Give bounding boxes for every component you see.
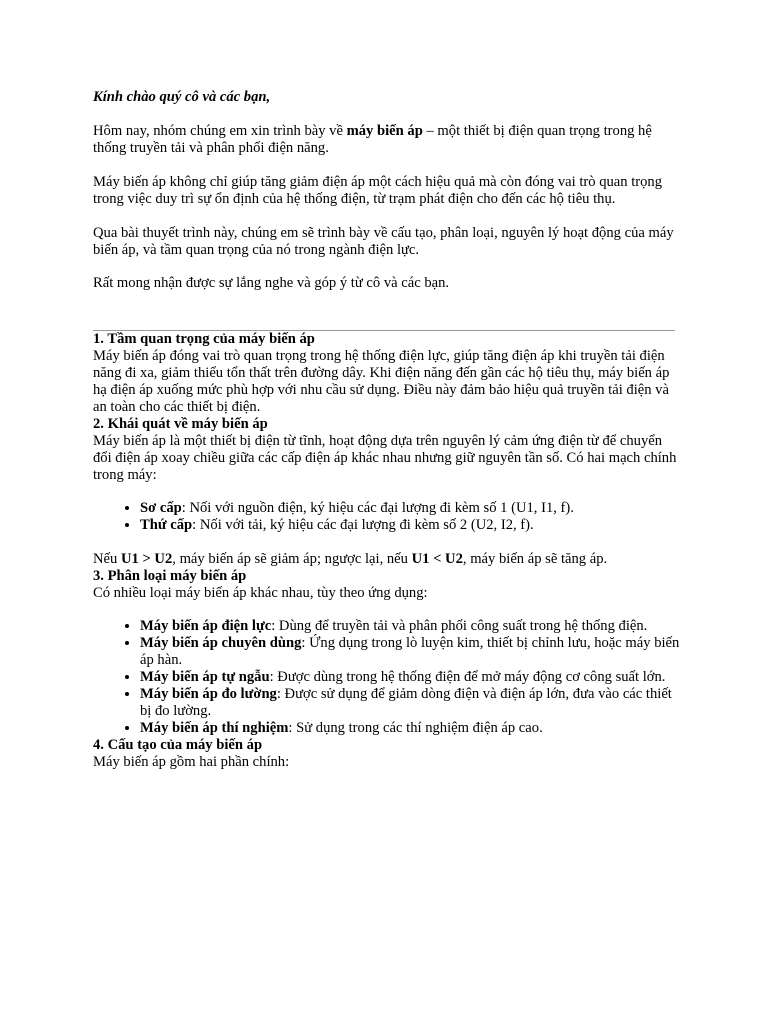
section-4-body: Máy biến áp gồm hai phần chính: <box>93 754 290 770</box>
section-3-list <box>93 618 683 737</box>
section-2-heading: 2. Khái quát về máy biến áp <box>93 416 268 432</box>
note-bold-d: U1 < U2 <box>411 551 463 567</box>
note-text-a: Nếu <box>93 551 121 567</box>
list-item-desc: : Được dùng trong hệ thống điện để mở máy động cơ công suất lớn. <box>269 669 666 685</box>
section-2-list <box>93 500 683 534</box>
intro-p1-bold: máy biến áp <box>346 123 423 139</box>
list-item-term: Máy biến áp điện lực <box>140 618 272 634</box>
section-2-note <box>93 551 683 568</box>
intro-paragraph-1 <box>93 123 683 157</box>
intro-p1-text-c: – một thiết bị điện quan trọng trong hệ thống truyền tải và phân phối điện năng. <box>93 123 652 156</box>
note-text-e: , máy biến áp sẽ tăng áp. <box>462 551 608 567</box>
intro-paragraph-3: Qua bài thuyết trình này, chúng em sẽ trình bày về cấu tạo, phân loại, nguyên lý hoạt động của máy biến áp, và tầm quan trọng của nó trong ngành điện lực. <box>93 225 674 258</box>
list-item-desc: : Được sử dụng để giảm dòng điện và điện áp lớn, đưa vào các thiết bị đo lường. <box>140 686 672 719</box>
list-item <box>140 517 683 534</box>
greeting <box>93 89 683 106</box>
section-1-heading: 1. Tầm quan trọng của máy biến áp <box>93 331 315 347</box>
document-body <box>93 89 683 771</box>
section-3-body: Có nhiều loại máy biến áp khác nhau, tùy theo ứng dụng: <box>93 585 428 601</box>
intro-p1-text-a: Hôm nay, nhóm chúng em xin trình bày về <box>93 123 347 139</box>
list-item <box>140 669 683 686</box>
list-item-term: Máy biến áp chuyên dùng <box>140 635 302 651</box>
section-1-body: Máy biến áp đóng vai trò quan trọng trong hệ thống điện lực, giúp tăng điện áp khi truyền tải điện năng đi xa, giảm thiểu tổn thất trên đường dây. Khi điện năng đến gần các hộ tiêu thụ, máy biến áp hạ điện áp xuống mức phù hợp với nhu cầu sử dụng. Điều này đảm bảo hiệu quả truyền tải điện và an toàn cho các thiết bị điện. <box>93 348 670 415</box>
list-item-term: Máy biến áp đo lường <box>140 686 277 702</box>
list-item-desc: : Ứng dụng trong lò luyện kim, thiết bị chỉnh lưu, hoặc máy biến áp hàn. <box>140 635 680 668</box>
section-3-heading: 3. Phân loại máy biến áp <box>93 568 247 584</box>
list-item-desc: : Nối với nguồn điện, ký hiệu các đại lượng đi kèm số 1 (U1, I1, f). <box>181 500 574 516</box>
list-item <box>140 635 683 669</box>
list-item-term: Sơ cấp <box>140 500 182 516</box>
section-2-body: Máy biến áp là một thiết bị điện từ tĩnh, hoạt động dựa trên nguyên lý cảm ứng điện từ để chuyển đổi điện áp xoay chiều giữa các cấp điện áp khác nhau nhưng giữ nguyên tần số. Có hai mạch chính trong máy: <box>93 433 677 483</box>
list-item <box>140 686 683 720</box>
list-item-term: Máy biến áp thí nghiệm <box>140 720 289 736</box>
list-item-term: Máy biến áp tự ngẫu <box>140 669 270 685</box>
section-4-heading: 4. Cấu tạo của máy biến áp <box>93 737 263 753</box>
list-item-term: Thứ cấp <box>140 517 193 533</box>
list-item <box>140 720 683 737</box>
list-item-desc: : Sử dụng trong các thí nghiệm điện áp cao. <box>288 720 543 736</box>
list-item <box>140 618 683 635</box>
list-item <box>140 500 683 517</box>
intro-paragraph-4: Rất mong nhận được sự lắng nghe và góp ý từ cô và các bạn. <box>93 275 450 291</box>
list-item-desc: : Dùng để truyền tải và phân phối công suất trong hệ thống điện. <box>271 618 648 634</box>
greeting-text: Kính chào quý cô và các bạn, <box>93 89 271 105</box>
intro-paragraph-2: Máy biến áp không chỉ giúp tăng giảm điện áp một cách hiệu quả mà còn đóng vai trò quan trọng trong việc duy trì sự ổn định của hệ thống điện, từ trạm phát điện cho đến các hộ tiêu thụ. <box>93 174 663 207</box>
note-text-c: , máy biến áp sẽ giảm áp; ngược lại, nếu <box>172 551 412 567</box>
list-item-desc: : Nối với tải, ký hiệu các đại lượng đi kèm số 2 (U2, I2, f). <box>192 517 534 533</box>
note-bold-b: U1 > U2 <box>120 551 173 567</box>
